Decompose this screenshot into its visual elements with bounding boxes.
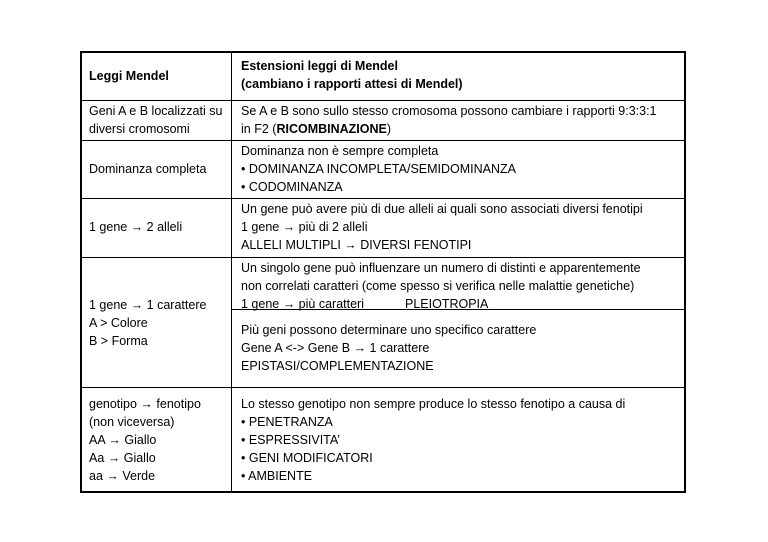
row2-right-line: Dominanza non è sempre completa xyxy=(241,144,439,158)
row4-left-line: A > Colore xyxy=(89,316,148,330)
row4-right-line3 xyxy=(241,295,641,313)
row5-right xyxy=(241,395,625,485)
row5-left-line: genotipo → fenotipo xyxy=(89,397,201,411)
row4-right-top xyxy=(241,259,641,313)
row4b-right-line: Gene A <-> Gene B → 1 carattere xyxy=(241,341,430,355)
row1-right xyxy=(241,102,657,138)
row5-left-line: (non viceversa) xyxy=(89,415,175,429)
header-right-line1: Estensioni leggi di Mendel xyxy=(241,59,398,73)
header-right xyxy=(241,57,463,93)
row1-right-prefix: in F2 ( xyxy=(241,122,277,136)
row5-right-line: • AMBIENTE xyxy=(241,469,313,483)
row1-right-suffix: ) xyxy=(386,122,392,136)
row4b-right-line: EPISTASI/COMPLEMENTAZIONE xyxy=(241,359,434,373)
row5-right-line: • PENETRANZA xyxy=(241,415,333,429)
header-left-text: Leggi Mendel xyxy=(89,69,169,83)
row-divider xyxy=(82,257,684,258)
mendel-table xyxy=(80,51,686,493)
recombination-term: RICOMBINAZIONE xyxy=(276,122,387,136)
row2-right-line: • DOMINANZA INCOMPLETA/SEMIDOMINANZA xyxy=(241,162,516,176)
row5-right-line: Lo stesso genotipo non sempre produce lo stesso fenotipo a causa di xyxy=(241,397,626,411)
row4-left-line: B > Forma xyxy=(89,334,148,348)
header-left xyxy=(89,67,169,85)
row5-left-line: aa → Verde xyxy=(89,469,156,483)
column-divider xyxy=(231,53,232,491)
row2-left-line: Dominanza completa xyxy=(89,162,207,176)
row1-left-line: Geni A e B localizzati su xyxy=(89,104,223,118)
row3-left xyxy=(89,218,182,236)
row4-right-line: Un singolo gene può influenzare un numero di distinti e apparentemente xyxy=(241,261,641,275)
row2-right-line: • CODOMINANZA xyxy=(241,180,343,194)
row1-left xyxy=(89,102,222,138)
row1-right-line2 xyxy=(241,120,657,138)
row4-left xyxy=(89,296,206,350)
row-divider xyxy=(82,387,684,388)
row-divider xyxy=(82,140,684,141)
row-divider xyxy=(82,100,684,101)
row3-right-line: ALLELI MULTIPLI → DIVERSI FENOTIPI xyxy=(241,238,472,252)
row3-right-line: 1 gene → più di 2 alleli xyxy=(241,220,368,234)
row3-right-line: Un gene può avere più di due alleli ai quali sono associati diversi fenotipi xyxy=(241,202,643,216)
header-right-line2: (cambiano i rapporti attesi di Mendel) xyxy=(241,77,463,91)
row4-right-bottom xyxy=(241,321,536,375)
row5-left-line: AA → Giallo xyxy=(89,433,157,447)
pleiotropy-term: PLEIOTROPIA xyxy=(405,297,489,311)
one-gene-more-traits: 1 gene → più caratteri xyxy=(241,297,364,311)
row5-right-line: • ESPRESSIVITA’ xyxy=(241,433,341,447)
row3-right xyxy=(241,200,643,254)
row5-left-line: Aa → Giallo xyxy=(89,451,156,465)
row1-left-line: diversi cromosomi xyxy=(89,122,190,136)
row5-left xyxy=(89,395,201,485)
row5-right-line: • GENI MODIFICATORI xyxy=(241,451,373,465)
row2-left xyxy=(89,160,206,178)
row4-right-line: non correlati caratteri (come spesso si verifica nelle malattie genetiche) xyxy=(241,279,635,293)
row4b-right-line: Più geni possono determinare uno specifico carattere xyxy=(241,323,537,337)
row3-left-line: 1 gene → 2 alleli xyxy=(89,220,183,234)
row2-right xyxy=(241,142,516,196)
row4-left-line: 1 gene → 1 carattere xyxy=(89,298,207,312)
row-divider xyxy=(82,198,684,199)
row1-right-line1: Se A e B sono sullo stesso cromosoma possono cambiare i rapporti 9:3:3:1 xyxy=(241,104,657,118)
